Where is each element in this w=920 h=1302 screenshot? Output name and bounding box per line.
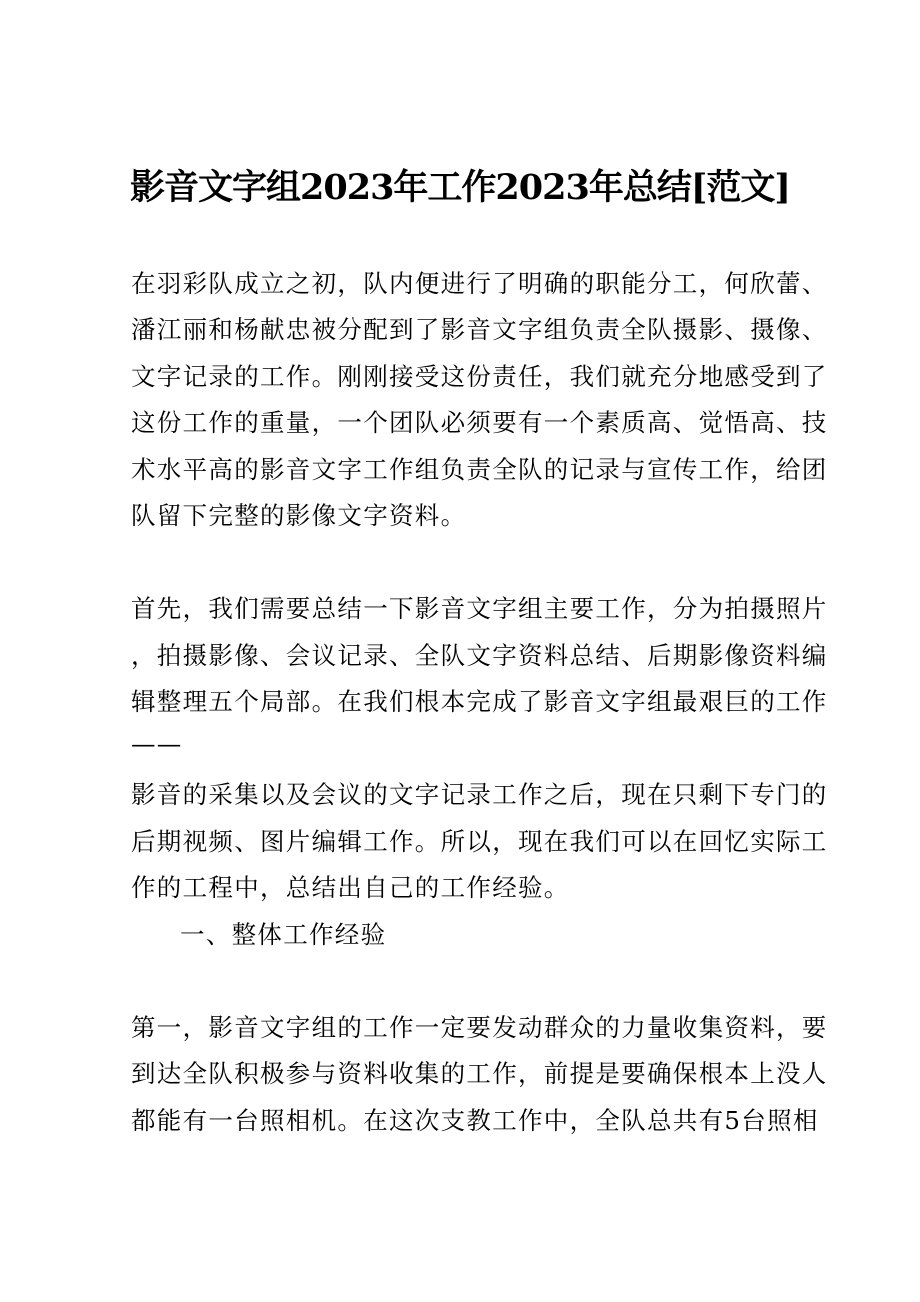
section-heading: 一、整体工作经验 xyxy=(180,920,387,949)
paragraph-1-line-4: 这份工作的重量，一个团队必须要有一个素质高、觉悟高、技 xyxy=(131,408,828,437)
paragraph-1-line-6: 队留下完整的影像文字资料。 xyxy=(131,501,467,530)
paragraph-3-line-1: 影音的采集以及会议的文字记录工作之后，现在只剩下专门的 xyxy=(131,780,828,809)
document-title: 影音文字组2023年工作2023年总结[范文] xyxy=(130,167,790,208)
paragraph-2-line-1: 首先，我们需要总结一下影音文字组主要工作，分为拍摄照片 xyxy=(131,594,828,623)
paragraph-2-line-2: ，拍摄影像、会议记录、全队文字资料总结、后期影像资料编 xyxy=(131,641,828,670)
paragraph-4-line-1: 第一，影音文字组的工作一定要发动群众的力量收集资料，要 xyxy=(131,1013,828,1042)
paragraph-2-line-3: 辑整理五个局部。在我们根本完成了影音文字组最艰巨的工作 xyxy=(131,687,828,716)
paragraph-1-line-3: 文字记录的工作。刚刚接受这份责任，我们就充分地感受到了 xyxy=(131,362,828,391)
paragraph-2-line-4: —— xyxy=(131,729,183,758)
paragraph-4-line-2: 到达全队积极参与资料收集的工作，前提是要确保根本上没人 xyxy=(131,1059,828,1088)
paragraph-1-line-1: 在羽彩队成立之初，队内便进行了明确的职能分工，何欣蕾、 xyxy=(131,269,828,298)
paragraph-1-line-5: 术水平高的影音文字工作组负责全队的记录与宣传工作，给团 xyxy=(131,455,828,484)
paragraph-3-line-3: 作的工程中，总结出自己的工作经验。 xyxy=(131,873,570,902)
paragraph-3-line-2: 后期视频、图片编辑工作。所以，现在我们可以在回忆实际工 xyxy=(131,827,828,856)
paragraph-4-line-3: 都能有一台照相机。在这次支教工作中，全队总共有5台照相 xyxy=(131,1106,819,1135)
paragraph-1-line-2: 潘江丽和杨献忠被分配到了影音文字组负责全队摄影、摄像、 xyxy=(131,315,828,344)
